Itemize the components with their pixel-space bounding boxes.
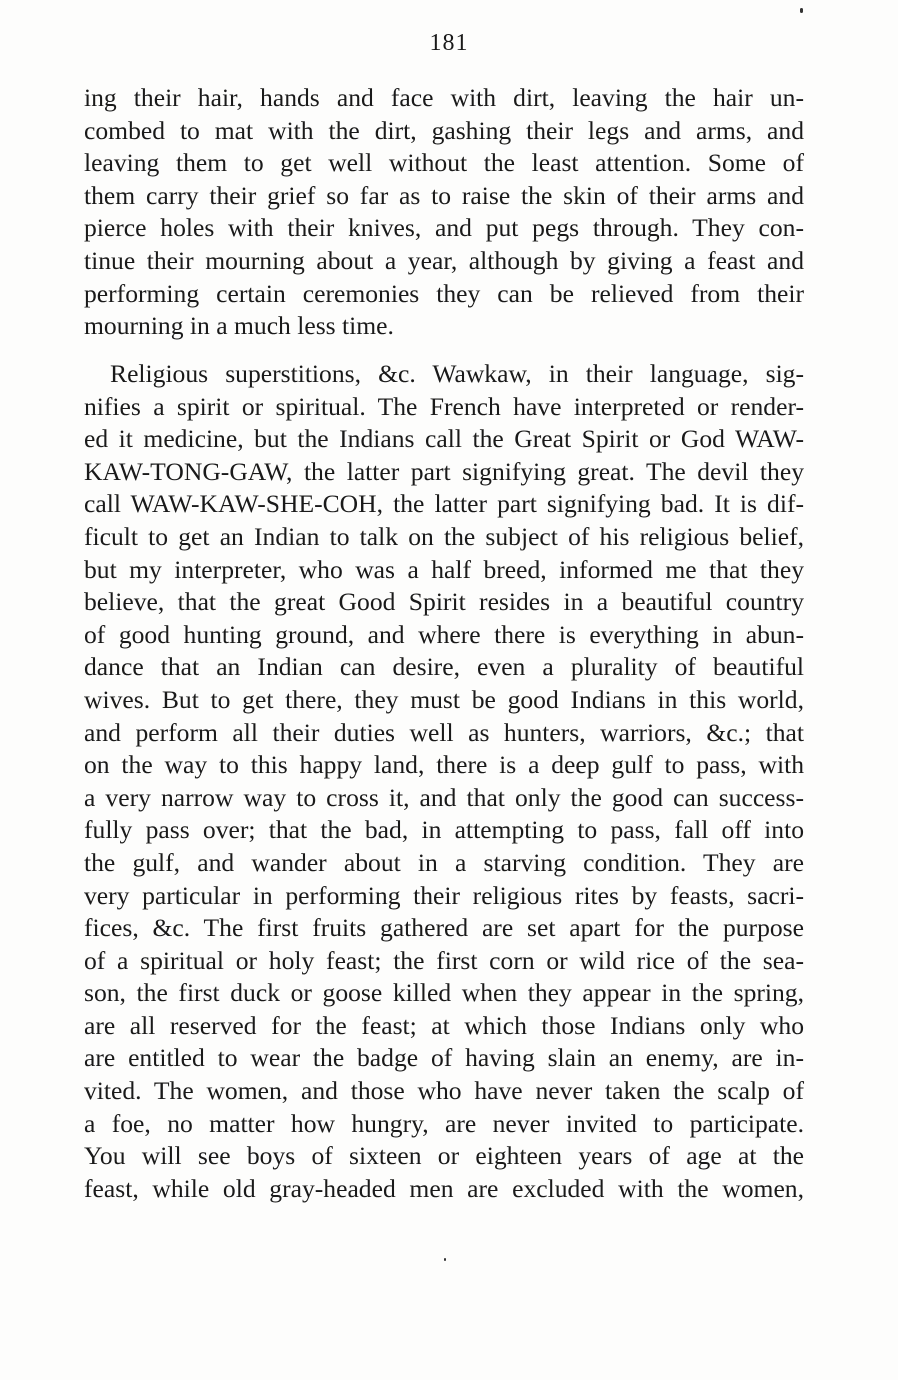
text-line: leaving them to get well without the least attention. Some of xyxy=(84,148,804,178)
print-speck xyxy=(444,1258,446,1261)
text-line: on the way to this happy land, there is a deep gulf to pass, with xyxy=(84,750,804,780)
text-line: of a spiritual or holy feast; the first corn or wild rice of the sea- xyxy=(84,945,804,975)
text-line: dance that an Indian can desire, even a plurality of beautiful xyxy=(84,652,804,682)
text-line: very particular in performing their religious rites by feasts, sacri- xyxy=(84,880,804,910)
text-line: of good hunting ground, and where there is everything in abun- xyxy=(84,619,804,649)
text-line: believe, that the great Good Spirit resides in a beautiful country xyxy=(84,587,804,617)
text-line: are all reserved for the feast; at which those Indians only who xyxy=(84,1010,804,1040)
text-line: ed it medicine, but the Indians call the Great Spirit or God WAW- xyxy=(84,424,804,454)
paragraph-religious-superstitions xyxy=(84,358,804,1205)
text-line: performing certain ceremonies they can be relieved from their xyxy=(84,278,804,308)
text-line: vited. The women, and those who have never taken the scalp of xyxy=(84,1076,804,1106)
text-line: a very narrow way to cross it, and that only the good can success- xyxy=(84,782,804,812)
text-line: them carry their grief so far as to raise the skin of their arms and xyxy=(84,180,804,210)
text-line: pierce holes with their knives, and put pegs through. They con- xyxy=(84,213,804,243)
text-line: but my interpreter, who was a half breed, informed me that they xyxy=(84,554,804,584)
text-line: and perform all their duties well as hunters, warriors, &c.; that xyxy=(84,717,804,747)
text-line: ing their hair, hands and face with dirt, leaving the hair un- xyxy=(84,83,804,112)
text-line: combed to mat with the dirt, gashing their legs and arms, and xyxy=(84,115,804,145)
text-line: feast, while old gray-headed men are excluded with the women, xyxy=(84,1173,804,1203)
text-line: tinue their mourning about a year, although by giving a feast and xyxy=(84,245,804,275)
text-line: call WAW-KAW-SHE-COH, the latter part signifying bad. It is dif- xyxy=(84,489,804,519)
text-line: a foe, no matter how hungry, are never invited to participate. xyxy=(84,1108,804,1138)
text-line: nifies a spirit or spiritual. The French have interpreted or render- xyxy=(84,391,804,421)
text-line: fully pass over; that the bad, in attempting to pass, fall off into xyxy=(84,815,804,845)
text-line: the gulf, and wander about in a starving condition. They are xyxy=(84,847,804,877)
text-line: fices, &c. The first fruits gathered are set apart for the purpose xyxy=(84,913,804,943)
text-line: wives. But to get there, they must be good Indians in this world, xyxy=(84,684,804,714)
text-line: son, the first duck or goose killed when they appear in the spring, xyxy=(84,978,804,1008)
paragraph-mourning xyxy=(84,82,804,343)
print-speck xyxy=(800,8,803,13)
text-line: KAW-TONG-GAW, the latter part signifying great. The devil they xyxy=(84,456,804,486)
text-line: ficult to get an Indian to talk on the subject of his religious belief, xyxy=(84,521,804,551)
text-line: Religious superstitions, &c. Wawkaw, in their language, sig- xyxy=(110,359,804,388)
page-number: 181 xyxy=(429,30,469,56)
text-line: You will see boys of sixteen or eighteen years of age at the xyxy=(84,1141,804,1171)
text-line: mourning in a much less time. xyxy=(84,311,394,341)
text-line: are entitled to wear the badge of having slain an enemy, are in- xyxy=(84,1043,804,1073)
